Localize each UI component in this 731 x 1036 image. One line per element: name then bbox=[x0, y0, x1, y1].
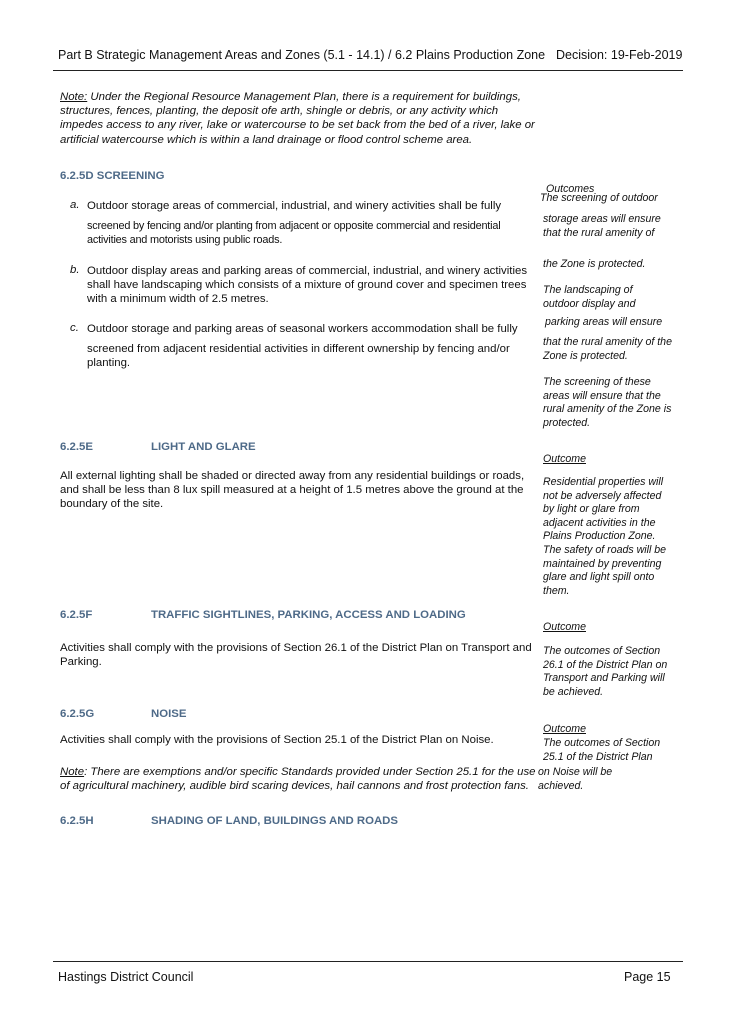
list-marker-a: a. bbox=[70, 199, 80, 211]
noise-note-label: Note bbox=[60, 766, 85, 778]
noise-note bbox=[60, 765, 536, 793]
light-glare-body: All external lighting shall be shaded or directed away from any residential buildings or roads, and shall be less than 8 lux spill measured at a height of 1.5 metres above the ground at the boundary of the site. bbox=[60, 470, 525, 511]
screening-item-a-line1: Outdoor storage areas of commercial, industrial, and winery activities shall be fully bbox=[87, 200, 502, 212]
light-glare-outcome-heading: Outcome bbox=[543, 453, 586, 465]
section-title-noise: NOISE bbox=[151, 708, 187, 720]
intro-note bbox=[60, 90, 538, 147]
noise-outcome-text-2: on Noise will be achieved. bbox=[538, 766, 613, 792]
section-title-shading: SHADING OF LAND, BUILDINGS AND ROADS bbox=[151, 815, 399, 827]
traffic-outcome-text: The outcomes of Section 26.1 of the District Plan on Transport and Parking will be achieved. bbox=[543, 645, 668, 698]
screening-outcome-2c: that the rural amenity of the Zone is protected. bbox=[543, 336, 672, 362]
screening-outcome-1b: storage areas will ensure that the rural amenity of bbox=[543, 213, 661, 239]
noise-body: Activities shall comply with the provisions of Section 25.1 of the District Plan on Noise. bbox=[60, 734, 494, 746]
header-title: Part B Strategic Management Areas and Zones (5.1 - 14.1) / 6.2 Plains Production Zone bbox=[58, 48, 546, 62]
section-number-shading: 6.2.5H bbox=[60, 815, 94, 827]
header-decision-date: Decision: 19-Feb-2019 bbox=[556, 48, 683, 62]
noise-outcome-text-1: The outcomes of Section 25.1 of the District Plan bbox=[543, 737, 661, 763]
header-rule bbox=[53, 70, 683, 71]
screening-outcome-1c: the Zone is protected. bbox=[543, 258, 646, 270]
section-number-noise: 6.2.5G bbox=[60, 708, 95, 720]
screening-outcomes-heading: Outcomes bbox=[546, 183, 595, 195]
intro-note-text: Under the Regional Resource Management Plan, there is a requirement for buildings, structures, fences, planting, the deposit ofe arth, shingle or debris, or any activity which impedes access to any river, lake or watercourse to be set back from the bed of a river, lake or artificial watercourse which is within a land drainage or flood control scheme area. bbox=[60, 91, 535, 146]
screening-item-c-line1: Outdoor storage and parking areas of seasonal workers accommodation shall be fully bbox=[87, 323, 518, 335]
noise-outcome-heading: Outcome bbox=[543, 723, 586, 735]
footer-organisation: Hastings District Council bbox=[58, 970, 194, 984]
screening-outcome-2b: parking areas will ensure bbox=[545, 316, 663, 328]
footer-rule bbox=[53, 961, 683, 962]
traffic-outcome-heading: Outcome bbox=[543, 621, 586, 633]
screening-outcome-3: The screening of these areas will ensure that the rural amenity of the Zone is protected. bbox=[543, 376, 672, 429]
screening-item-b: Outdoor display areas and parking areas of commercial, industrial, and winery activities shall have landscaping which consists of a mixture of ground cover and specimen trees with a minimum width of 2.5 metres. bbox=[87, 265, 528, 306]
section-title-traffic: TRAFFIC SIGHTLINES, PARKING, ACCESS AND LOADING bbox=[151, 609, 466, 621]
list-marker-b: b. bbox=[70, 264, 80, 276]
section-number-traffic: 6.2.5F bbox=[60, 609, 93, 621]
screening-outcome-1a: The screening of outdoor bbox=[540, 192, 658, 204]
traffic-body: Activities shall comply with the provisions of Section 26.1 of the District Plan on Transport and Parking. bbox=[60, 642, 532, 669]
noise-note-text: : There are exemptions and/or specific Standards provided under Section 25.1 for the use of agricultural machinery, audible bird scaring devices, hail cannons and frost protection fans. bbox=[60, 766, 536, 793]
footer-page-number: Page 15 bbox=[624, 970, 671, 984]
section-title-light-glare: LIGHT AND GLARE bbox=[151, 441, 256, 453]
section-heading-screening: 6.2.5D SCREENING bbox=[60, 170, 165, 182]
intro-note-label: Note: bbox=[60, 91, 88, 103]
screening-outcome-2a: The landscaping of outdoor display and bbox=[543, 284, 636, 310]
screening-item-a-line2: screened by fencing and/or planting from adjacent or opposite commercial and residential activities and motorists using public roads. bbox=[87, 220, 501, 247]
section-number-light-glare: 6.2.5E bbox=[60, 441, 93, 453]
list-marker-c: c. bbox=[70, 322, 79, 334]
light-glare-outcome-text: Residential properties will not be adversely affected by light or glare from adjacent activities in the Plains Production Zone. The safety of roads will be maintained by preventing glare and light spill onto them. bbox=[543, 476, 667, 597]
screening-item-c-line2: screened from adjacent residential activities in different ownership by fencing and/or planting. bbox=[87, 343, 510, 370]
